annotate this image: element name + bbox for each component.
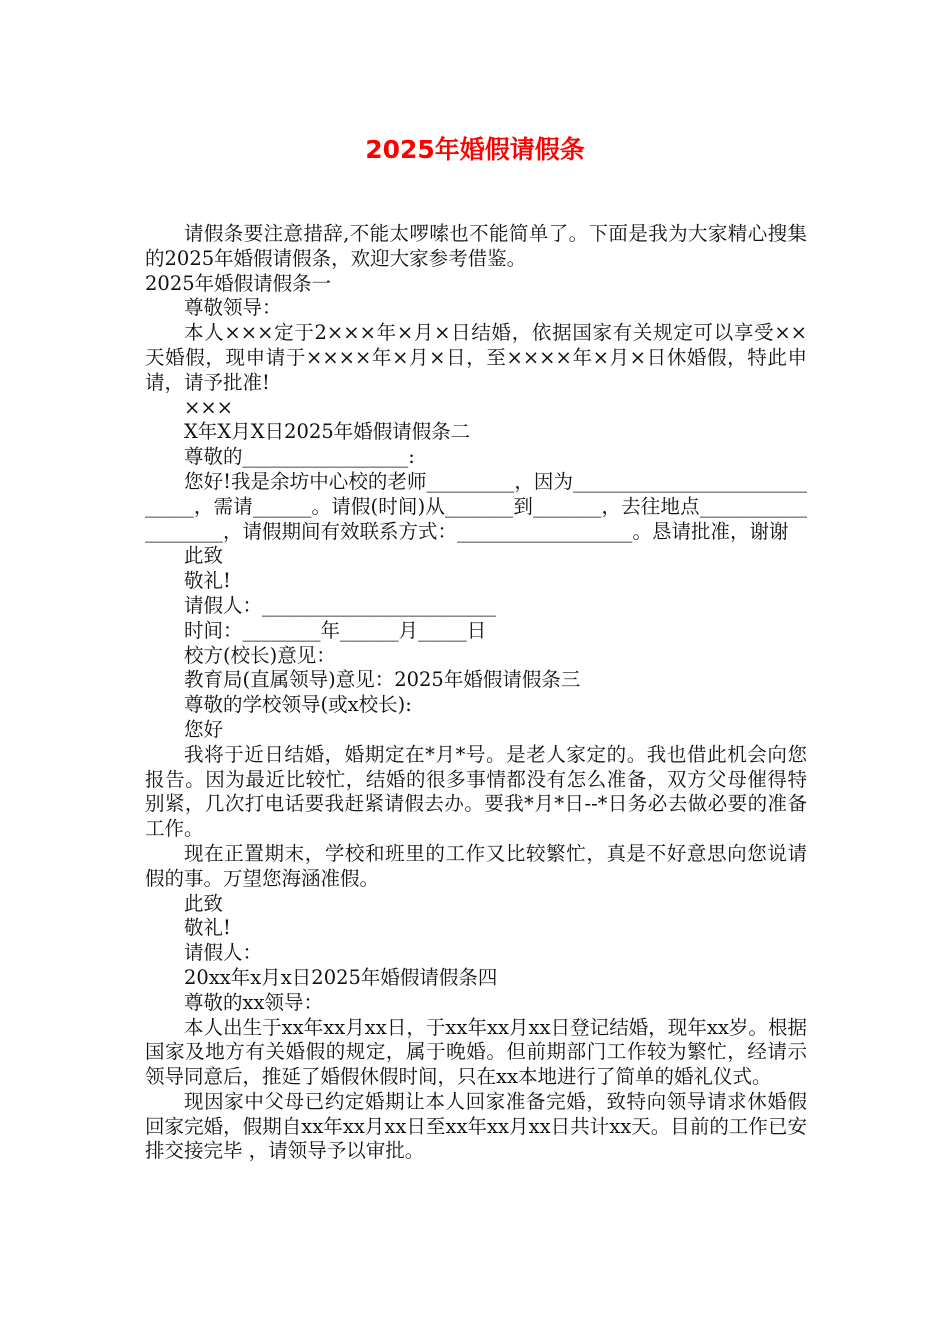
paragraph: 本人×××定于2×××年×月×日结婚，依据国家有关规定可以享受××天婚假，现申请于××××年×月×日，至××××年×月×日休婚假，特此申请，请予批准! <box>145 321 807 394</box>
paragraph: 我将于近日结婚，婚期定在*月*号。是老人家定的。我也借此机会向您报告。因为最近比较忙，结婚的很多事情都没有怎么准备，双方父母催得特别紧，几次打电话要我赶紧请假去办。要我*月*日--*日务必去做必要的准备工作。 <box>145 742 807 841</box>
paragraph: 请假人： <box>184 941 263 965</box>
paragraph: 此致 <box>184 544 224 568</box>
paragraph: 尊敬的学校领导(或x校长): <box>184 693 412 717</box>
paragraph: 敬礼! <box>184 569 231 593</box>
paragraph: X年X月X日2025年婚假请假条二 <box>184 420 471 444</box>
paragraph: 现因家中父母已约定婚期让本人回家准备完婚，致特向领导请求休婚假回家完婚，假期自xx年xx月xx日至xx年xx月xx日共计xx天。目前的工作已安排交接完毕 ，请领导予以审批。 <box>145 1089 807 1163</box>
paragraph: 尊敬领导： <box>184 296 282 320</box>
document-body <box>145 222 807 1164</box>
paragraph: ××× <box>184 395 234 419</box>
paragraph: 尊敬的_________________: <box>184 445 415 469</box>
paragraph: 此致 <box>184 891 224 915</box>
paragraph: 2025年婚假请假条一 <box>145 271 332 295</box>
paragraph: 本人出生于xx年xx月xx日，于xx年xx月xx日登记结婚，现年xx岁。根据国家及地方有关婚假的规定，属于晚婚。但前期部门工作较为繁忙，经请示领导同意后，推延了婚假休假时间，只在xx本地进行了简单的婚礼仪式。 <box>145 1015 807 1089</box>
paragraph: 请假人：________________________ <box>184 593 497 617</box>
paragraph: 请假条要注意措辞,不能太啰嗦也不能简单了。下面是我为大家精心搜集的2025年婚假请假条，欢迎大家参考借鉴。 <box>145 222 807 270</box>
paragraph: 敬礼! <box>184 916 231 940</box>
paragraph: 时间：________年______月_____日 <box>184 618 487 642</box>
paragraph: 现在正置期末，学校和班里的工作又比较繁忙，真是不好意思向您说请假的事。万望您海涵准假。 <box>145 841 807 890</box>
paragraph: 校方(校长)意见： <box>184 643 336 667</box>
paragraph: 20xx年x月x日2025年婚假请假条四 <box>184 965 498 989</box>
document-title: 2025年婚假请假条 <box>365 135 585 164</box>
paragraph: 您好!我是余坊中心校的老师_________，因为_____________________________，需请______。请假(时间)从_______到_______，去往地点___________________，请假期间有效联系方式：__________________。恳请批准，谢谢 <box>145 469 807 543</box>
paragraph: 教育局(直属领导)意见：2025年婚假请假条三 <box>184 668 581 692</box>
paragraph: 尊敬的xx领导： <box>184 990 323 1014</box>
paragraph: 您好 <box>184 717 224 741</box>
